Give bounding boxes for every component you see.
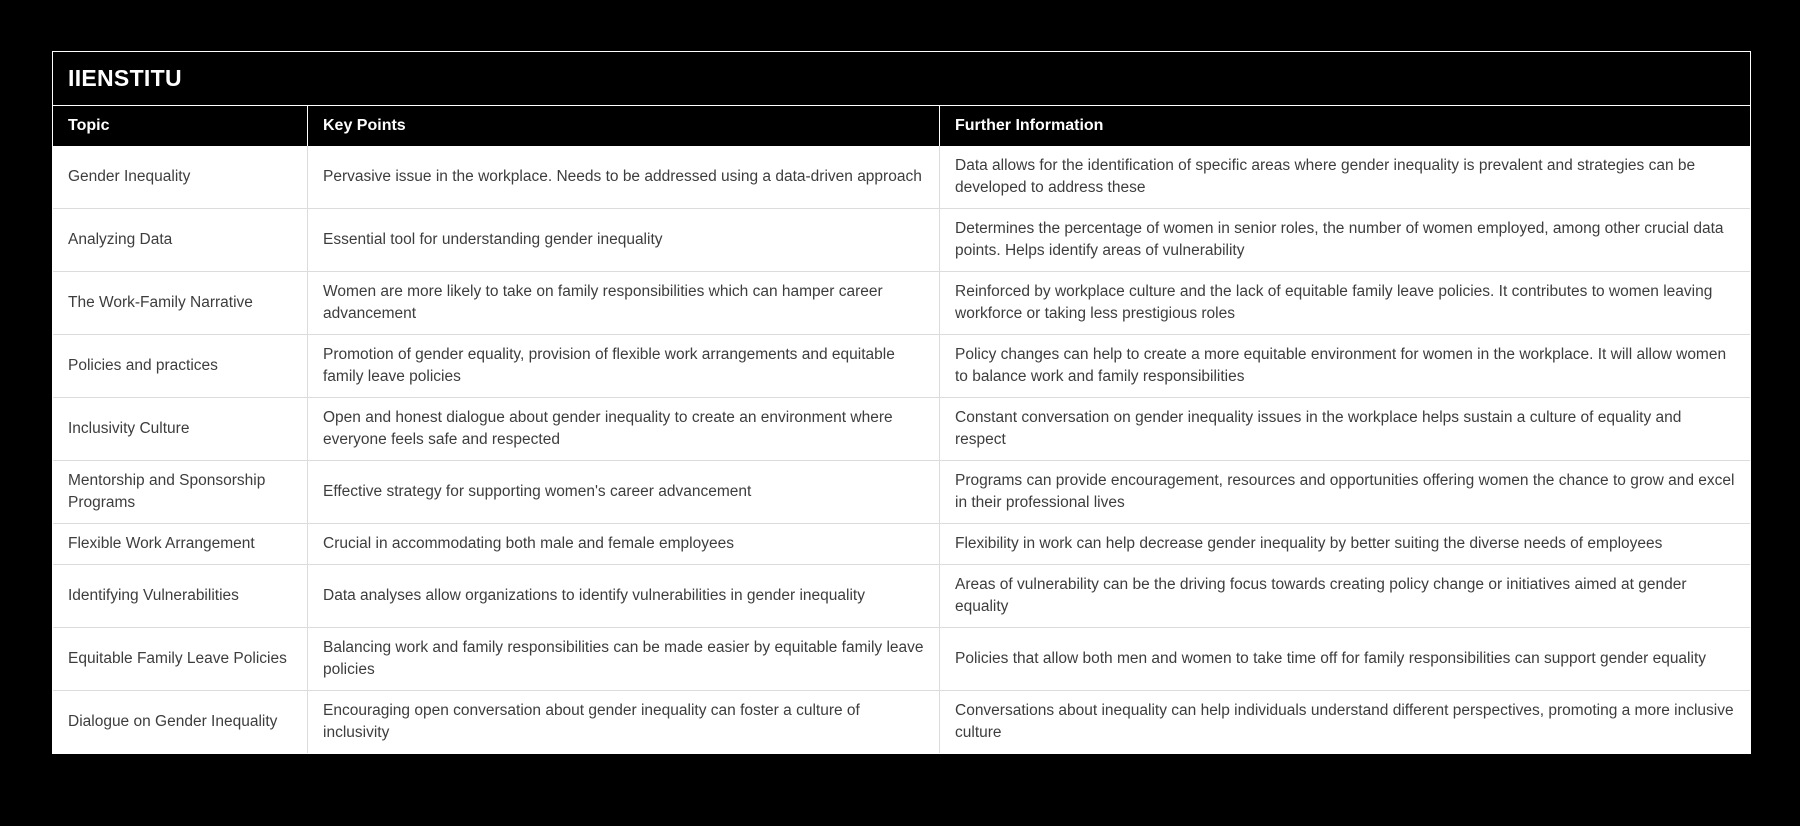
table-row	[53, 627, 1750, 690]
table-row	[53, 523, 1750, 564]
cell-further-information: Conversations about inequality can help individuals understand different perspectives, promoting a more inclusive culture	[939, 690, 1750, 753]
cell-key-points: Encouraging open conversation about gender inequality can foster a culture of inclusivity	[307, 690, 939, 753]
cell-topic: Flexible Work Arrangement	[53, 523, 307, 564]
table-row	[53, 146, 1750, 208]
cell-key-points: Effective strategy for supporting women's career advancement	[307, 460, 939, 523]
cell-further-information: Areas of vulnerability can be the driving focus towards creating policy change or initiatives aimed at gender equality	[939, 564, 1750, 627]
cell-key-points: Balancing work and family responsibilities can be made easier by equitable family leave policies	[307, 627, 939, 690]
column-header-further-information: Further Information	[939, 106, 1750, 146]
cell-key-points: Promotion of gender equality, provision of flexible work arrangements and equitable family leave policies	[307, 334, 939, 397]
cell-key-points: Essential tool for understanding gender inequality	[307, 208, 939, 271]
cell-topic: Gender Inequality	[53, 146, 307, 208]
cell-further-information: Reinforced by workplace culture and the lack of equitable family leave policies. It contributes to women leaving workforce or taking less prestigious roles	[939, 271, 1750, 334]
table-row	[53, 397, 1750, 460]
cell-topic: Analyzing Data	[53, 208, 307, 271]
cell-further-information: Determines the percentage of women in senior roles, the number of women employed, among other crucial data points. Helps identify areas of vulnerability	[939, 208, 1750, 271]
cell-key-points: Pervasive issue in the workplace. Needs to be addressed using a data-driven approach	[307, 146, 939, 208]
cell-key-points: Open and honest dialogue about gender inequality to create an environment where everyone feels safe and respected	[307, 397, 939, 460]
cell-topic: Inclusivity Culture	[53, 397, 307, 460]
cell-key-points: Women are more likely to take on family responsibilities which can hamper career advancement	[307, 271, 939, 334]
cell-topic: Dialogue on Gender Inequality	[53, 690, 307, 753]
cell-further-information: Policy changes can help to create a more equitable environment for women in the workplace. It will allow women to balance work and family responsibilities	[939, 334, 1750, 397]
cell-key-points: Data analyses allow organizations to identify vulnerabilities in gender inequality	[307, 564, 939, 627]
table-row	[53, 564, 1750, 627]
brand-row	[53, 52, 1750, 106]
cell-further-information: Data allows for the identification of specific areas where gender inequality is prevalent and strategies can be developed to address these	[939, 146, 1750, 208]
cell-topic: Mentorship and Sponsorship Programs	[53, 460, 307, 523]
cell-further-information: Policies that allow both men and women to take time off for family responsibilities can support gender equality	[939, 627, 1750, 690]
info-table	[52, 51, 1751, 754]
table-row	[53, 334, 1750, 397]
table-row	[53, 460, 1750, 523]
table-body	[53, 146, 1750, 753]
cell-key-points: Crucial in accommodating both male and female employees	[307, 523, 939, 564]
cell-further-information: Programs can provide encouragement, resources and opportunities offering women the chance to grow and excel in their professional lives	[939, 460, 1750, 523]
column-header-key-points: Key Points	[307, 106, 939, 146]
cell-further-information: Constant conversation on gender inequality issues in the workplace helps sustain a culture of equality and respect	[939, 397, 1750, 460]
table-row	[53, 690, 1750, 753]
column-header-topic: Topic	[53, 106, 307, 146]
table-header-row	[53, 106, 1750, 146]
cell-topic: Identifying Vulnerabilities	[53, 564, 307, 627]
brand-title: IIENSTITU	[53, 52, 1750, 106]
cell-topic: The Work-Family Narrative	[53, 271, 307, 334]
table-row	[53, 271, 1750, 334]
cell-topic: Policies and practices	[53, 334, 307, 397]
cell-topic: Equitable Family Leave Policies	[53, 627, 307, 690]
cell-further-information: Flexibility in work can help decrease gender inequality by better suiting the diverse needs of employees	[939, 523, 1750, 564]
table-row	[53, 208, 1750, 271]
